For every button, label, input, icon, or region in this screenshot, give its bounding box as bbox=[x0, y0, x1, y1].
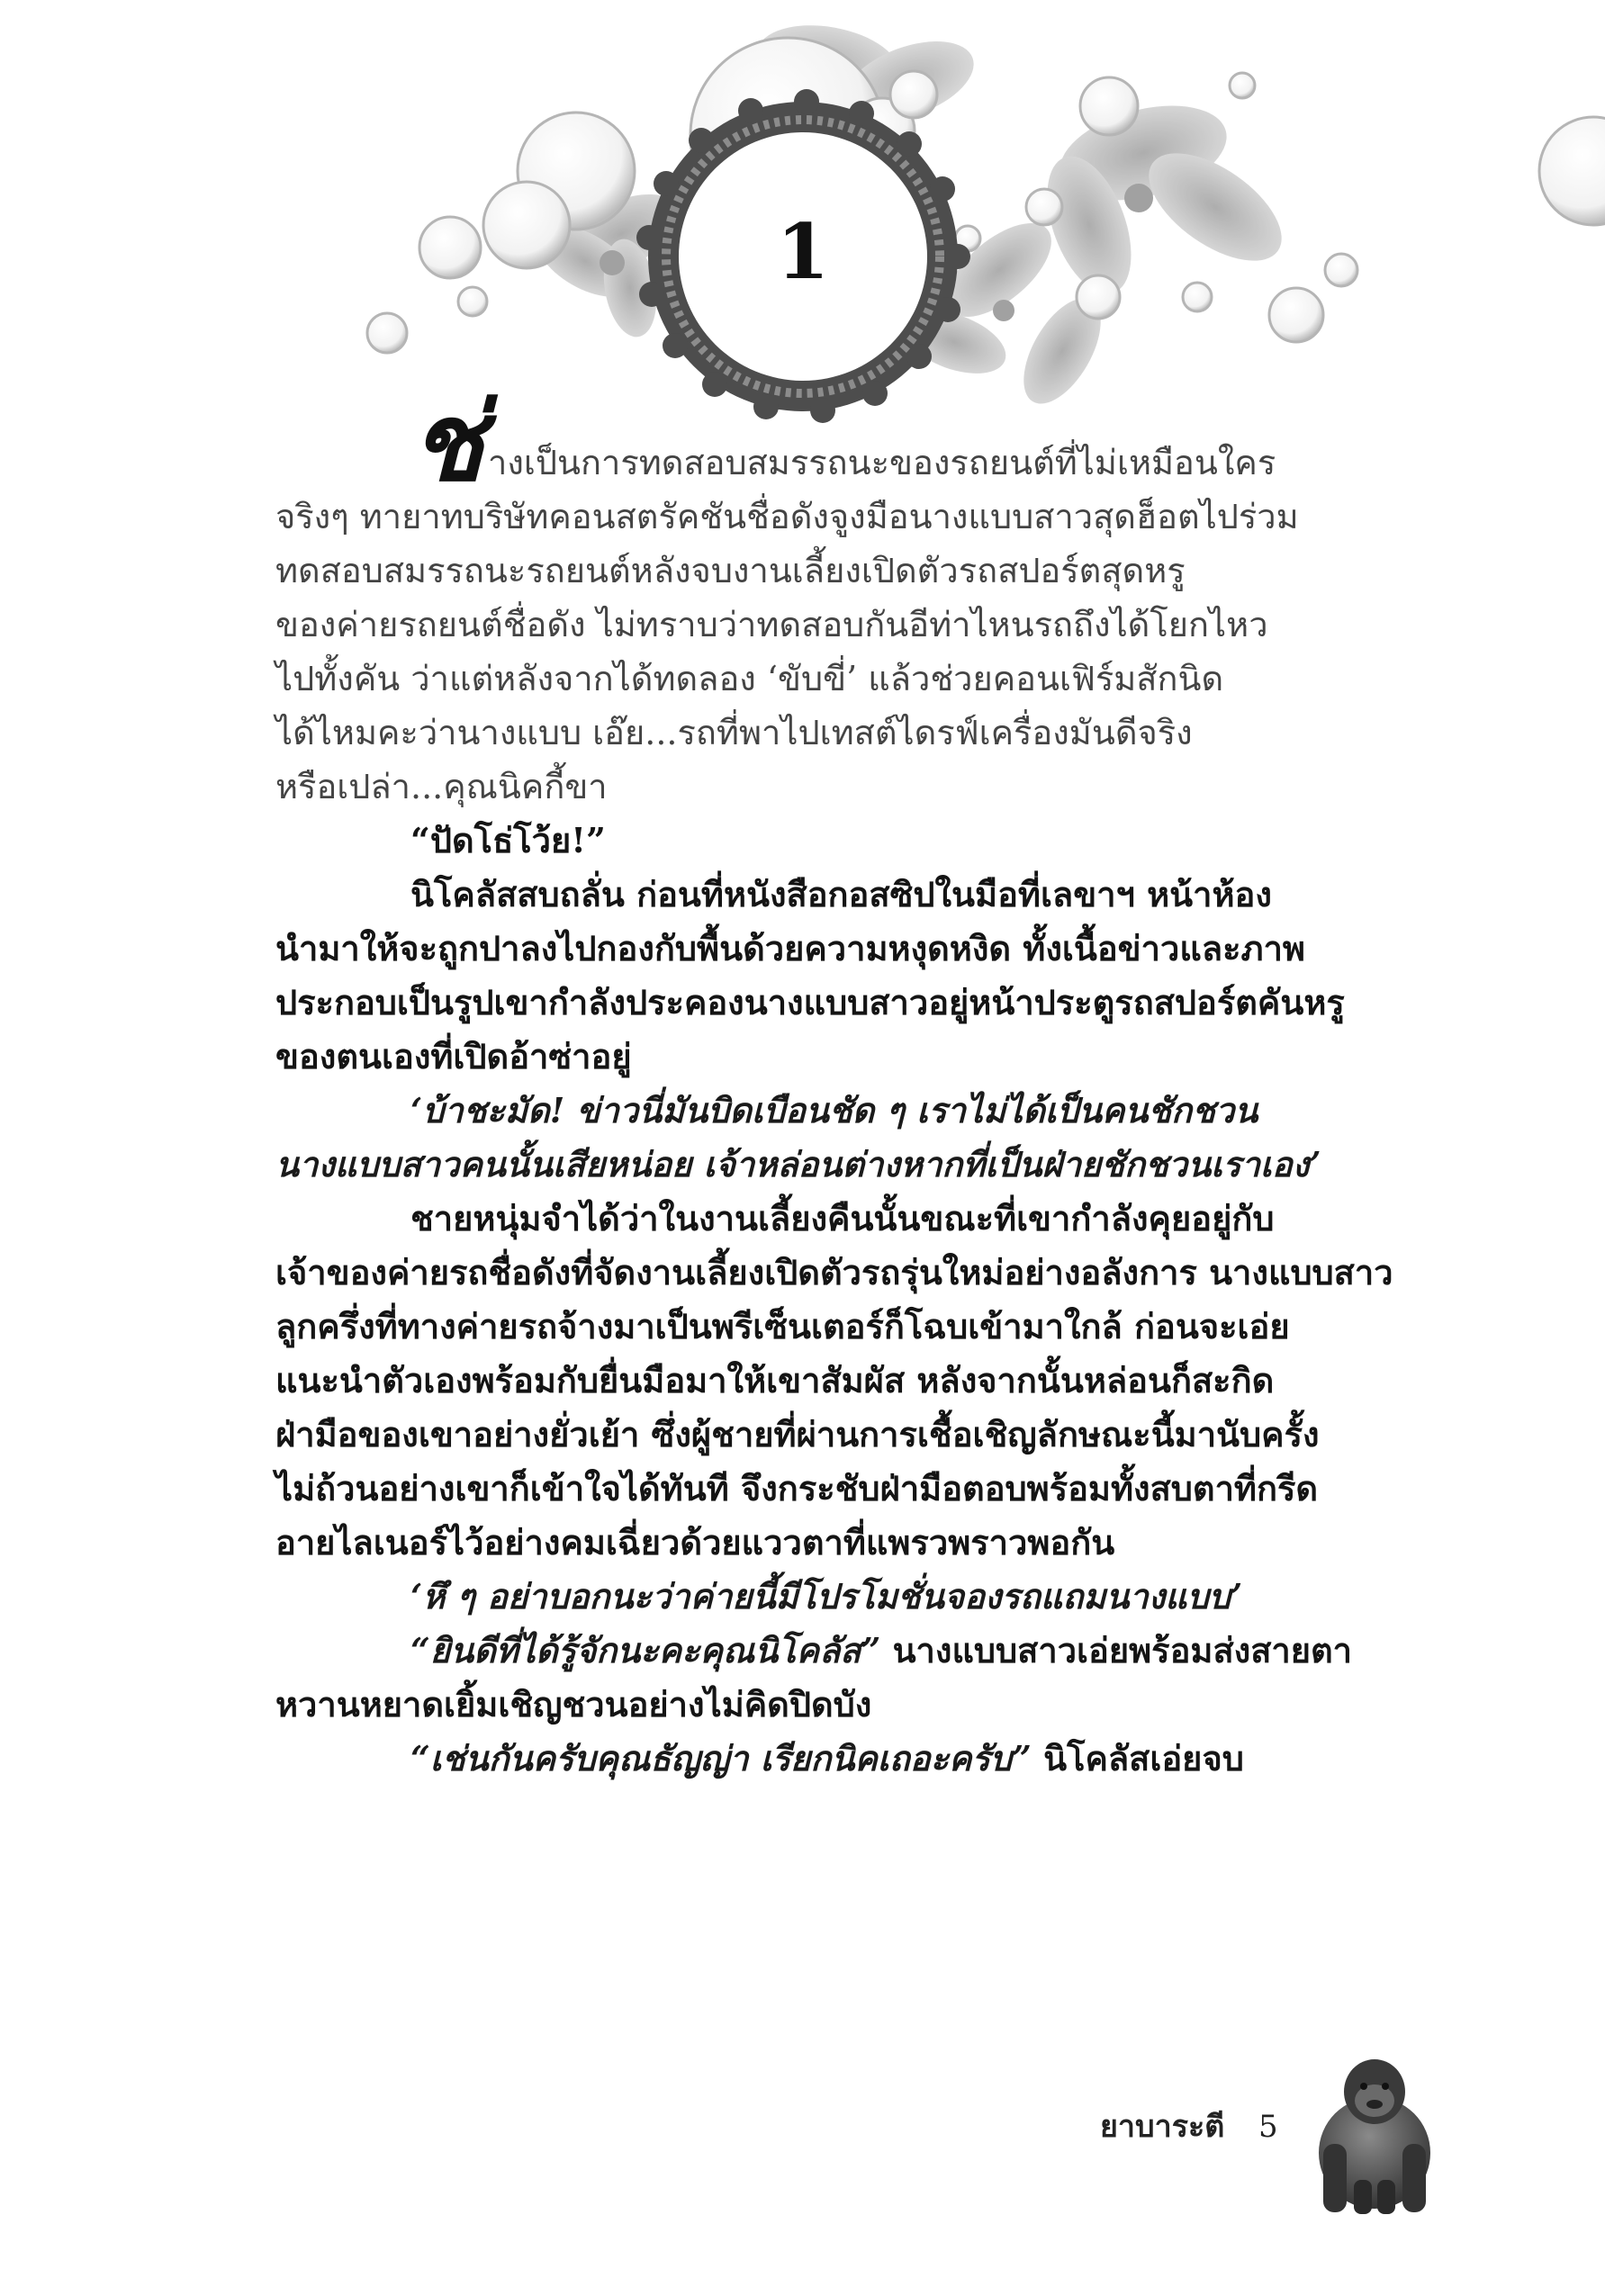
drop-cap: ช่ bbox=[410, 379, 484, 506]
body-line: ประกอบเป็นรูปเขากำลังประคองนางแบบสาวอยู่หน้าประตูรถสปอร์ตคันหรู bbox=[275, 982, 1345, 1022]
body-line: ลูกครึ่งที่ทางค่ายรถจ้างมาเป็นพรีเซ็นเตอร์ก็โฉบเข้ามาใกล้ ก่อนจะเอ่ย bbox=[275, 1306, 1290, 1346]
chapter-number: 1 bbox=[776, 207, 830, 296]
body-line: แนะนำตัวเองพร้อมกับยื่นมือมาให้เขาสัมผัส หลังจากนั้นหล่อนก็สะกิด bbox=[275, 1360, 1275, 1400]
dialogue-quote: “ยินดีที่ได้รู้จักนะคะคุณนิโคลัส” bbox=[410, 1630, 881, 1670]
chapter-body bbox=[275, 379, 1410, 1786]
body-line bbox=[275, 379, 1410, 506]
body-line: อายไลเนอร์ไว้อย่างคมเฉี่ยวด้วยแววตาที่แพรวพราวพอกัน bbox=[275, 1522, 1115, 1562]
body-line: ไม่ถ้วนอย่างเขาก็เข้าใจได้ทันที จึงกระชับฝ่ามือตอบพร้อมทั้งสบตาที่กรีด bbox=[275, 1468, 1319, 1508]
thought-line: ‘หึ ๆ อย่าบอกนะว่าค่ายนี้มีโปรโมชั่นจองรถแถมนางแบบ’ bbox=[410, 1576, 1243, 1616]
body-line: จริงๆ ทายาทบริษัทคอนสตรัคชันชื่อดังจูงมือนางแบบสาวสุดฮ็อตไปร่วม bbox=[275, 497, 1299, 536]
body-line: ฝ่ามือของเขาอย่างยั่วเย้า ซึ่งผู้ชายที่ผ่านการเชื้อเชิญลักษณะนี้มานับครั้ง bbox=[275, 1414, 1320, 1454]
dialogue-line: “ปัดโธ่โว้ย!” bbox=[410, 820, 606, 860]
narration-text: นิโคลัสเอ่ยจบ bbox=[1031, 1738, 1244, 1778]
body-line: เจ้าของค่ายรถชื่อดังที่จัดงานเลี้ยงเปิดตัวรถรุ่นใหม่อย่างอลังการ นางแบบสาว bbox=[275, 1252, 1393, 1292]
page-number: 5 bbox=[1258, 2109, 1278, 2145]
dialogue-quote: “เช่นกันครับคุณธัญญ่า เรียกนิคเถอะครับ” bbox=[410, 1738, 1032, 1778]
body-line: ชายหนุ่มจำได้ว่าในงานเลี้ยงคืนนั้นขณะที่เขากำลังคุยอยู่กับ bbox=[410, 1198, 1275, 1238]
body-line: หวานหยาดเยิ้มเชิญชวนอย่างไม่คิดปิดบัง bbox=[275, 1684, 872, 1724]
body-line: ของค่ายรถยนต์ชื่อดัง ไม่ทราบว่าทดสอบกันอีท่าไหนรถถึงได้โยกไหว bbox=[275, 605, 1268, 644]
thought-line: นางแบบสาวคนนั้นเสียหน่อย เจ้าหล่อนต่างหากที่เป็นฝ่ายชักชวนเราเอง’ bbox=[275, 1144, 1321, 1184]
body-line: นิโคลัสสบถลั่น ก่อนที่หนังสือกอสซิปในมือที่เลขาฯ หน้าห้อง bbox=[410, 874, 1272, 914]
body-line: ได้ไหมคะว่านางแบบ เอ๊ย...รถที่พาไปเทสต์ไดรฟ์เครื่องมันดีจริง bbox=[275, 713, 1193, 752]
body-line: นำมาให้จะถูกปาลงไปกองกับพื้นด้วยความหงุดหงิด ทั้งเนื้อข่าวและภาพ bbox=[275, 928, 1305, 968]
thought-line: ‘บ้าชะมัด! ข่าวนี่มันบิดเบือนชัด ๆ เราไม่ได้เป็นคนชักชวน bbox=[410, 1090, 1258, 1130]
gorilla-icon bbox=[1307, 2045, 1442, 2216]
body-line: หรือเปล่า...คุณนิคกี้ขา bbox=[275, 767, 608, 806]
body-line bbox=[275, 1624, 1410, 1678]
footer-book-title: ยาบาระตี bbox=[1100, 2109, 1225, 2145]
body-line: ของตนเองที่เปิดอ้าซ่าอยู่ bbox=[275, 1036, 632, 1076]
narration-text: นางแบบสาวเอ่ยพร้อมส่งสายตา bbox=[880, 1630, 1353, 1670]
body-line bbox=[275, 1732, 1410, 1786]
body-line-text: างเป็นการทดสอบสมรรถนะของรถยนต์ที่ไม่เหมือนใคร bbox=[488, 443, 1276, 482]
body-line: ไปทั้งคัน ว่าแต่หลังจากได้ทดลอง ‘ขับขี่’ แล้วช่วยคอนเฟิร์มสักนิด bbox=[275, 659, 1224, 698]
body-line: ทดสอบสมรรถนะรถยนต์หลังจบงานเลี้ยงเปิดตัวรถสปอร์ตสุดหรู bbox=[275, 551, 1186, 590]
